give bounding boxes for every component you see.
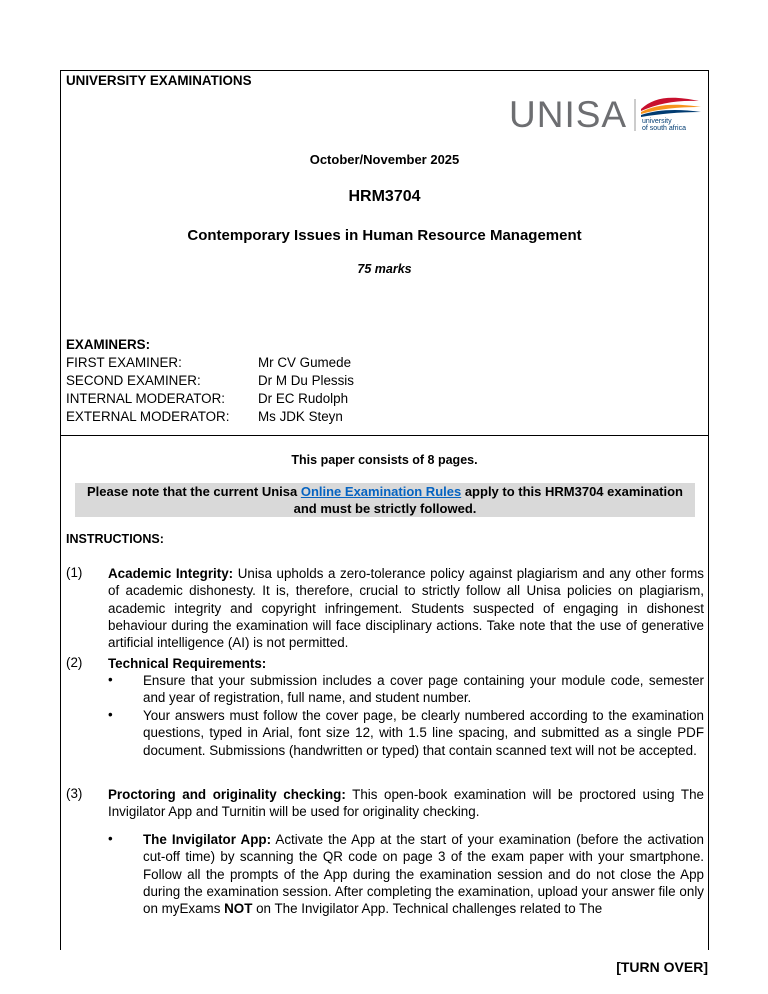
instruction-text: This open-book examination will be proctored using The Invigilator App and Turnitin will be used for originality checking. (108, 787, 704, 820)
examiner-name: Dr M Du Plessis (258, 373, 354, 388)
notice-text-start: Please note that the current Unisa (87, 484, 301, 499)
bullet-icon: • (108, 707, 113, 722)
bullet-text-a: Activate the App at the start of your examination (before the activation cut-off time) by scanning the QR code on page 3 of the exam paper with your smartphone. Follow all the prompts of the App during the examination session and do not close the App during the examination session. After completing the examination, upload your answer file only on myExams (143, 832, 704, 917)
pages-note: This paper consists of 8 pages. (291, 453, 478, 467)
instruction-title: Academic Integrity: (108, 566, 234, 581)
examiner-role: INTERNAL MODERATOR: (66, 391, 225, 406)
instruction-number: (3) (66, 786, 83, 801)
examiner-name: Ms JDK Steyn (258, 409, 343, 424)
bullet-title: The Invigilator App: (143, 832, 272, 847)
bullet-emphasis: NOT (224, 901, 253, 917)
exam-period: October/November 2025 (309, 152, 460, 167)
logo-tagline-line2: of south africa (642, 125, 686, 132)
instruction-title: Proctoring and originality checking: (108, 787, 346, 802)
instruction-proctoring (108, 786, 704, 821)
examiner-row (66, 373, 366, 392)
exam-title: UNIVERSITY EXAMINATIONS (66, 73, 252, 88)
rules-notice (75, 483, 695, 517)
bullet-icon: • (108, 672, 113, 687)
examiner-row (66, 391, 366, 410)
turn-over-label: [TURN OVER] (616, 959, 708, 975)
instruction-text: Unisa upholds a zero-tolerance policy against plagiarism and any other forms of academic dishonesty. It is, therefore, crucial to strictly follow all Unisa policies on plagiarism, academic integrity and copyright infringement. Students suspected of engaging in dishonest behaviour during the examination will face disciplinary actions. Take note that the use of generative artificial intelligence (AI) is not permitted. (108, 566, 704, 651)
logo-tagline-line1: university (642, 118, 672, 125)
bullet-text-b: on The Invigilator App. Technical challenges related to The (252, 901, 603, 917)
online-exam-rules-link[interactable]: Online Examination Rules (300, 484, 462, 499)
unisa-logo-graphic (509, 95, 704, 133)
instruction-technical-requirements (108, 655, 704, 672)
bullet-text: Ensure that your submission includes a cover page containing your module code, semester and year of registration, full name, and student number. (143, 673, 704, 706)
instructions-heading: INSTRUCTIONS: (66, 532, 164, 546)
bullet-icon: • (108, 831, 113, 846)
instruction-title: Technical Requirements: (108, 656, 267, 671)
examiner-role: EXTERNAL MODERATOR: (66, 409, 230, 424)
exam-cover-frame (60, 70, 709, 950)
examiner-name: Mr CV Gumede (258, 355, 352, 370)
bullet-text: Your answers must follow the cover page, be clearly numbered according to the examination questions, typed in Arial, font size 12, with 1.5 line spacing, and submitted as a single PDF document. Submissions (handwritten or typed) that contain scanned text will not be accepted. (143, 708, 704, 758)
invigilator-app-bullet (143, 831, 704, 917)
examiner-role: SECOND EXAMINER: (66, 373, 201, 388)
logo-wordmark: UNISA (509, 95, 628, 133)
examiner-name: Dr EC Rudolph (258, 391, 349, 406)
examiners-heading: EXAMINERS: (66, 337, 151, 352)
examiner-row (66, 355, 366, 374)
examiner-row (66, 409, 366, 428)
examiner-role: FIRST EXAMINER: (66, 355, 182, 370)
instruction-academic-integrity (108, 565, 704, 651)
notice-text-end: apply to this HRM3704 examination and must be strictly followed. (293, 484, 683, 516)
unisa-logo (509, 95, 704, 133)
cover-header-section (61, 71, 708, 436)
instruction-number: (2) (66, 655, 83, 670)
total-marks: 75 marks (357, 262, 412, 276)
instruction-number: (1) (66, 565, 83, 580)
module-code: HRM3704 (348, 188, 421, 205)
module-title: Contemporary Issues in Human Resource Management (187, 227, 582, 244)
